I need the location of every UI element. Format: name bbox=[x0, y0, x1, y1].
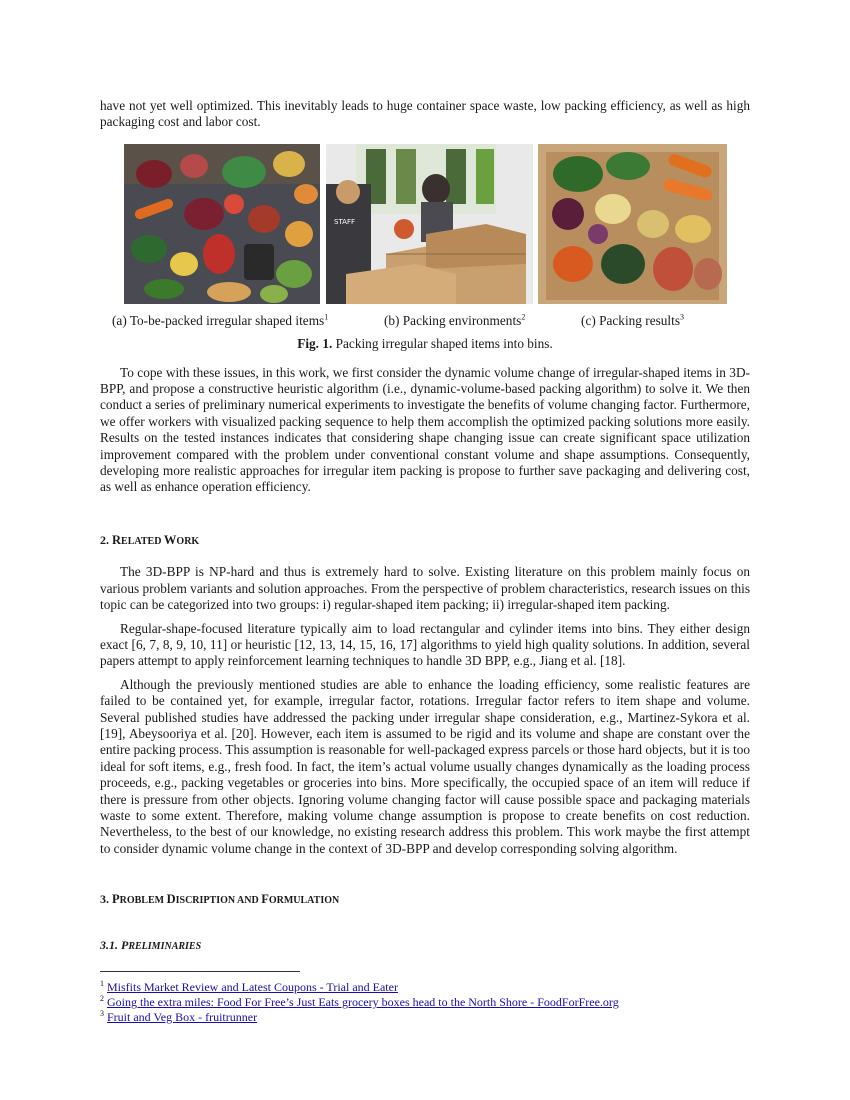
packed-box-illustration bbox=[538, 144, 727, 304]
footnote-1: $^1$ Misfits Market Review and Latest Coupons - Trial and Eater bbox=[100, 979, 398, 994]
section-2-heading: 2. RELATED WORK bbox=[100, 532, 200, 547]
warehouse-illustration bbox=[326, 144, 533, 304]
footnote-3: $^3$ Fruit and Veg Box - fruitrunner bbox=[100, 1009, 258, 1024]
figure-subcaptions bbox=[100, 313, 750, 329]
related-work-paragraph-3: Although the previously mentioned studies are able to enhance the loading efficiency, some realistic features are failed to be contained yet, for example, irregular factor, rotations. Irregular factor refers to item shape and volume. Several published studies have addressed the packing under irregular shape consideration, e.g., Martinez-Sykora et al. [19], Abeysooriya et al. [20]. However, each item is assumed to be rigid and its volume and shape are constant over the entire packing process. This assumption is reasonable for well-packaged express parcels or those hard objects, but it is too ideal for soft items, e.g., fresh food. In fact, the item’s actual volume usually changes dynamically as the loading process proceeds, e.g., packing vegetables or groceries into bins. More specifically, the occupied space of an item will reduce if there is pressure from other objects. Ignoring volume changing factor will cause possible space and packaging materials waste to some extent. Therefore, making volume change assumption is propose to create benefits on cost reduction. Nevertheless, to the best of our knowledge, no existing research address this problem. This work maybe the first attempt to consider dynamic volume change in the context of 3D-BPP and develop corresponding solving algorithm. bbox=[100, 676, 750, 856]
intro-paragraph: To cope with these issues, in this work, we first consider the dynamic volume change of irregular-shaped items in 3D-BPP, and propose a constructive heuristic algorithm (i.e., dynamic-volume-based packing algorithm) to solve it. We then conduct a series of preliminary numerical experiments to investigate the benefits of volume changing factor. Furthermore, we offer workers with visualized packing sequence to help them accomplish the optimized packing solutions more easily. Results on the tested instances indicates that considering shape changing issue can create significant space utilization improvement compared with the problem under conventional constant volume and shape assumptions. Consequently, developing more realistic approaches for irregular item packing is propose to further save packaging and delivering cost, as well as enhance operation efficiency. bbox=[100, 364, 750, 495]
footnote-link-1[interactable]: Misfits Market Review and Latest Coupons - Trial and Eater bbox=[107, 980, 398, 994]
footnote-rule bbox=[100, 971, 300, 972]
staff-label: STAFF bbox=[333, 217, 355, 226]
photo-packing-results bbox=[538, 144, 727, 304]
section-3-heading: 3. PROBLEM DISCRIPTION AND FORMULATION bbox=[100, 892, 340, 907]
paper-page bbox=[100, 98, 750, 1025]
subcaption-b: (b) Packing environments$^2$ bbox=[383, 312, 526, 328]
subsection-3-1-heading: 3.1. PRELIMINARIES bbox=[100, 937, 202, 952]
photo-irregular-items bbox=[124, 144, 320, 304]
footnote-2: $^2$ Going the extra miles: Food For Free’s Just Eats grocery boxes head to the North Shore - FoodForFree.org bbox=[100, 994, 619, 1009]
figure-caption: Fig. 1. Packing irregular shaped items into bins. bbox=[297, 336, 553, 352]
footnotes bbox=[100, 980, 750, 1025]
footnote-link-2[interactable]: Going the extra miles: Food For Free’s Just Eats grocery boxes head to the North Shore - FoodForFree.org bbox=[107, 995, 619, 1009]
subcaption-a: (a) To-be-packed irregular shaped items$^1$ bbox=[112, 312, 329, 328]
photo-packing-environment bbox=[326, 144, 533, 304]
produce-illustration bbox=[124, 144, 320, 304]
related-work-paragraph-1: The 3D-BPP is NP-hard and thus is extremely hard to solve. Existing literature on this problem mainly focus on various problem variants and solution approaches. From the perspective of problem characteristics, research issues on this topic can be categorized into two groups: i) regular-shaped item packing; ii) irregular-shaped item packing. bbox=[100, 564, 750, 613]
figure-1 bbox=[100, 144, 750, 304]
subcaption-c: (c) Packing results$^3$ bbox=[581, 312, 684, 328]
footnote-link-3[interactable]: Fruit and Veg Box - fruitrunner bbox=[107, 1010, 258, 1024]
related-work-paragraph-2: Regular-shape-focused literature typically aim to load rectangular and cylinder items into bins. They either design exact [6, 7, 8, 9, 10, 11] or heuristic [12, 13, 14, 15, 16, 17] algorithms to yield high quality solutions. In addition, several papers attempt to apply reinforcement learning techniques to handle 3D BPP, e.g., Jiang et al. [18]. bbox=[100, 620, 750, 669]
intro-tail-paragraph: have not yet well optimized. This inevitably leads to huge container space waste, low packing efficiency, as well as high packaging cost and labor cost. bbox=[100, 98, 750, 130]
